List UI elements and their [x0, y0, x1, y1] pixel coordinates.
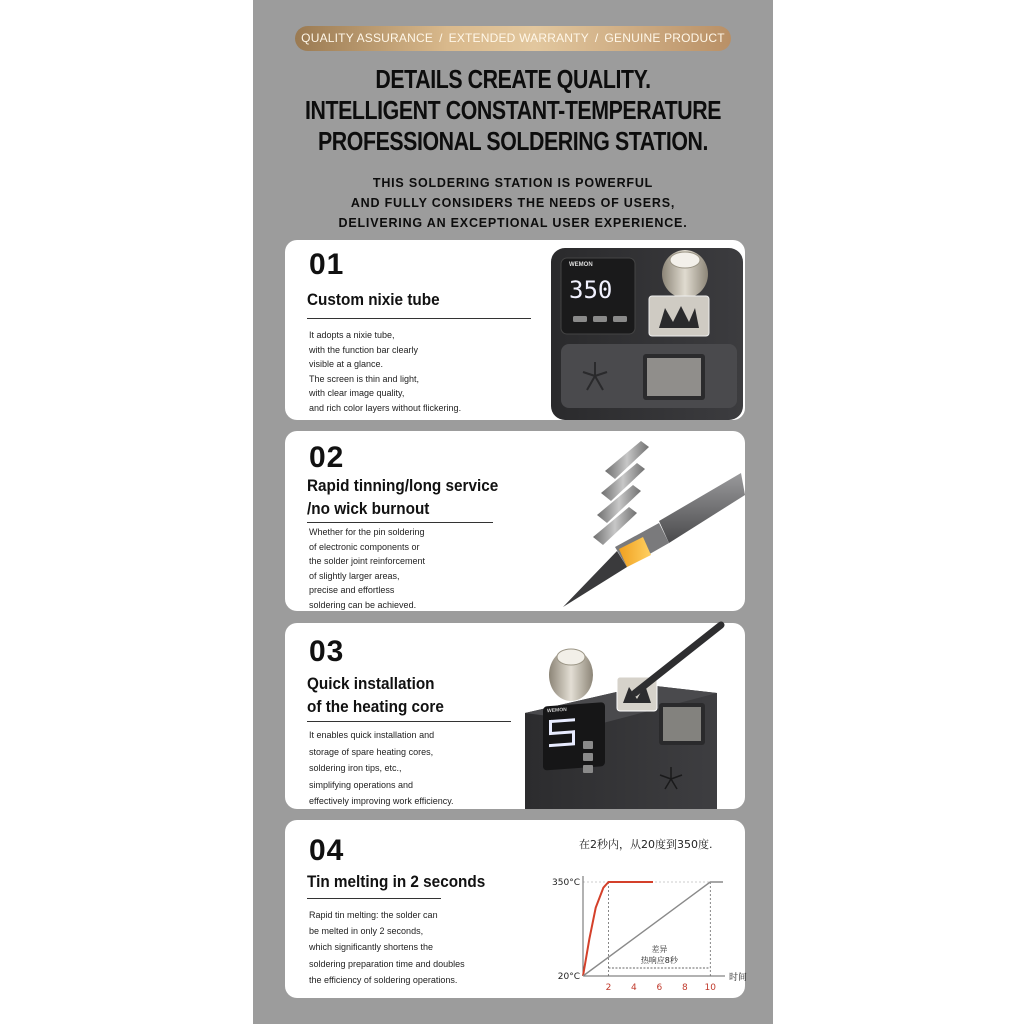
title-line: Rapid tinning/long service [307, 476, 499, 495]
description-line: visible at a glance. [309, 359, 384, 369]
x-tick-label: 4 [631, 983, 637, 993]
description-line: It adopts a nixie tube, [309, 330, 395, 340]
banner-warranty: EXTENDED WARRANTY [448, 31, 589, 45]
description-line: with the function bar clearly [309, 344, 419, 355]
main-headline [300, 64, 726, 157]
function-key-icon [583, 741, 593, 749]
sub-headline [253, 173, 773, 233]
headline-line: INTELLIGENT CONSTANT-TEMPERATURE [304, 95, 722, 125]
y-tick-label-top: 350°C [552, 878, 580, 888]
blade-tip-icon [563, 551, 627, 607]
title-line: /no wick burnout [307, 499, 430, 518]
temperature-display: 350 [569, 276, 613, 304]
banner-genuine: GENUINE PRODUCT [604, 31, 725, 45]
brand-logo: WEMON [547, 706, 567, 715]
banner-separator: / [439, 31, 443, 45]
description-line: which significantly shortens the [309, 942, 434, 953]
title-line: of the heating core [307, 697, 444, 716]
soldering-tip-illustration [519, 431, 745, 611]
annotation-line-1: 差异 [651, 945, 668, 954]
function-key-icon [613, 316, 627, 322]
description-line: It enables quick installation and [309, 730, 435, 740]
banner-quality: QUALITY ASSURANCE [301, 31, 434, 45]
feature-card-3 [285, 623, 745, 809]
description-line: storage of spare heating cores, [309, 746, 434, 757]
headline-line: PROFESSIONAL SOLDERING STATION. [317, 126, 709, 156]
heat-up-chart [513, 830, 748, 993]
cleaning-wool-icon [663, 707, 701, 741]
headline-line: DETAILS CREATE QUALITY. [375, 64, 651, 94]
description-line: The screen is thin and light, [309, 373, 420, 384]
x-ticks [606, 983, 717, 993]
description-line: soldering iron tips, etc., [309, 763, 402, 773]
feature-description [309, 328, 461, 415]
description-line: the solder joint reinforcement [309, 556, 426, 566]
feature-number: 03 [309, 635, 345, 668]
station-installation-illustration [507, 623, 745, 809]
description-line: of slightly larger areas, [309, 570, 400, 581]
x-axis-label: 时间 [729, 973, 748, 983]
description-line: precise and effortless [309, 585, 395, 595]
title-divider [307, 318, 531, 319]
y-tick-label-bottom: 20°C [557, 972, 580, 982]
function-key-icon [593, 316, 607, 322]
title-divider [307, 721, 511, 722]
description-line: and rich color layers without flickering. [309, 402, 462, 413]
feature-title [307, 672, 444, 718]
banner-separator: / [594, 31, 599, 45]
description-line: Rapid tin melting: the solder can [309, 910, 438, 920]
feature-title: Custom nixie tube [307, 290, 440, 309]
title-line: Quick installation [307, 674, 435, 693]
description-line: with clear image quality, [309, 388, 405, 398]
subheadline-line: THIS SOLDERING STATION IS POWERFUL [372, 176, 654, 190]
feature-card-1 [285, 240, 745, 420]
description-line: of electronic components or [309, 541, 420, 552]
description-line: simplifying operations and [309, 779, 414, 790]
x-tick-label: 6 [656, 983, 663, 993]
iron-handle-icon [659, 473, 745, 543]
product-poster [253, 0, 773, 1024]
iron-pen-icon [635, 625, 721, 693]
subheadline-line: AND FULLY CONSIDERS THE NEEDS OF USERS, [350, 196, 676, 210]
feature-number: 02 [309, 441, 345, 474]
feature-description [309, 525, 425, 612]
description-line: soldering can be achieved. [309, 599, 417, 610]
holder-ring-icon [557, 649, 585, 665]
brand-logo: WEMON [569, 262, 593, 268]
title-divider [307, 898, 441, 899]
difference-annotation [608, 944, 710, 968]
tip-cleaner-stack-icon [593, 441, 649, 545]
subheadline-line: DELIVERING AN EXCEPTIONAL USER EXPERIENCE. [338, 216, 688, 230]
description-line: the efficiency of soldering operations. [309, 974, 458, 985]
description-line: be melted in only 2 seconds, [309, 926, 424, 937]
description-line: Whether for the pin soldering [309, 527, 425, 537]
description-line: soldering preparation time and doubles [309, 958, 465, 969]
cleaning-wool-icon [647, 358, 701, 396]
feature-card-4 [285, 820, 748, 998]
annotation-line-2: 热响应8秒 [640, 956, 678, 965]
feature-number: 01 [309, 248, 345, 281]
x-tick-label: 2 [605, 983, 612, 993]
feature-title [307, 474, 498, 520]
feature-description [309, 727, 454, 810]
feature-description [309, 907, 465, 988]
chart-title: 在2秒内，从20度到350度. [579, 838, 713, 851]
soldering-station-illustration [547, 240, 745, 420]
feature-card-2 [285, 431, 745, 611]
function-key-icon [573, 316, 587, 322]
holder-ring-icon [670, 252, 700, 268]
description-line: effectively improving work efficiency. [309, 796, 454, 806]
feature-number: 04 [309, 834, 345, 867]
assurance-banner [295, 26, 731, 51]
function-key-icon [583, 753, 593, 761]
x-tick-label: 10 [704, 983, 716, 993]
title-divider [307, 522, 493, 523]
feature-title: Tin melting in 2 seconds [307, 872, 486, 891]
x-tick-label: 8 [681, 983, 688, 993]
function-key-icon [583, 765, 593, 773]
